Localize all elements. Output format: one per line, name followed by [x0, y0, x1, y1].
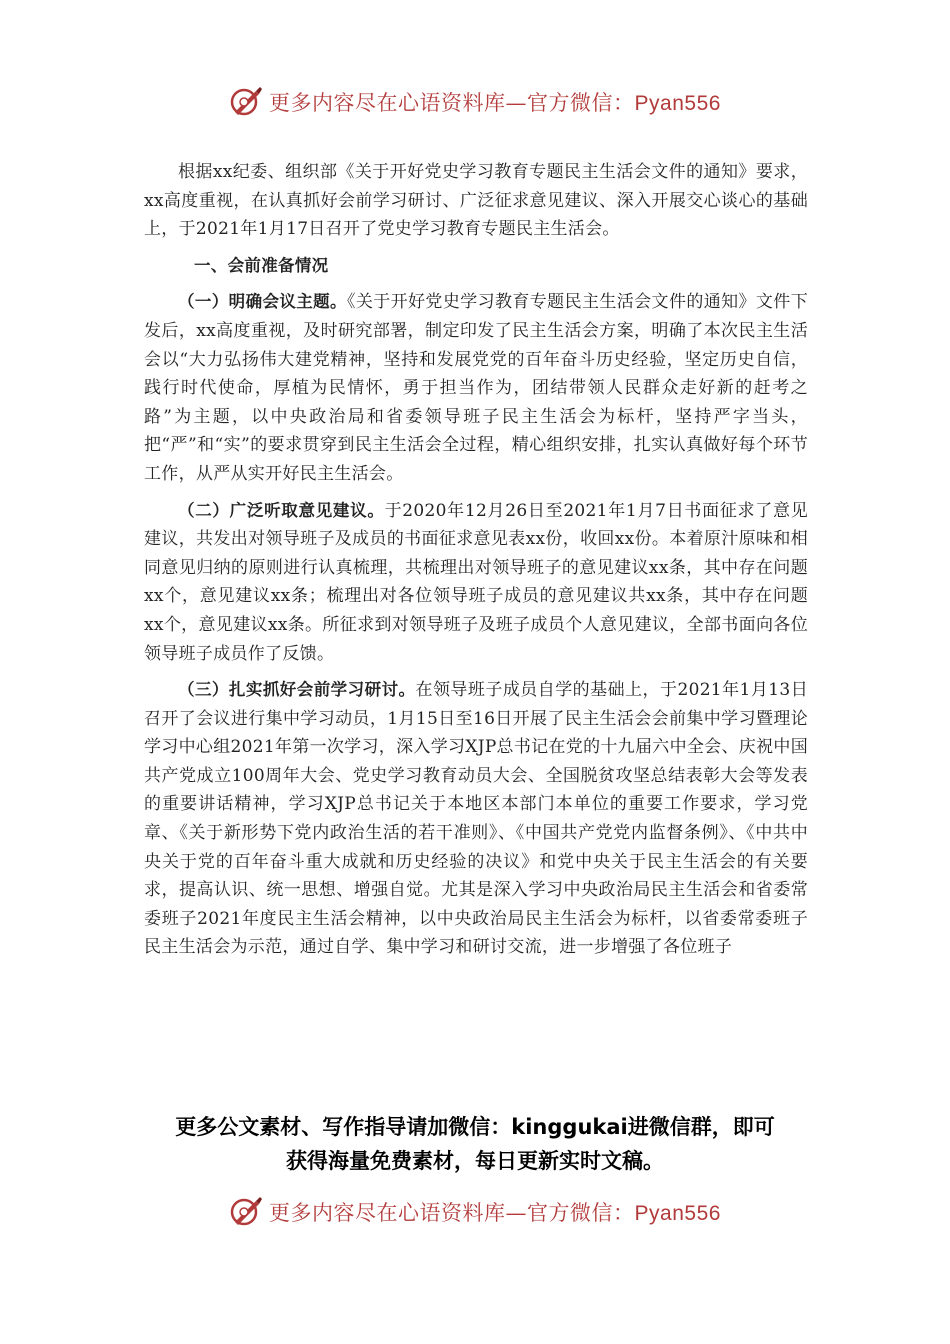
banner-wechat-id: Pyan556: [634, 1202, 721, 1225]
banner-text-cn: 更多内容尽在心语资料库—官方微信：: [269, 91, 635, 115]
item-paragraph-3: [144, 676, 808, 962]
promo-notice: [60, 1110, 890, 1178]
promo-line-2: 获得海量免费素材，每日更新实时文稿。: [286, 1149, 664, 1173]
pen-logo-icon: [229, 1195, 263, 1229]
section-heading: 一、会前准备情况: [194, 255, 329, 275]
promo-line-1: 更多公文素材、写作指导请加微信：kinggukai进微信群，即可: [175, 1115, 775, 1139]
item-lead-2: （二）广泛听取意见建议。: [178, 500, 385, 520]
item-body-3: 在领导班子成员自学的基础上，于2021年1月13日召开了会议进行集中学习动员，1月15日至16日开展了民主生活会会前集中学习暨理论学习中心组2021年第一次学习，深入学习XJP总书记在党的十九届六中全会、庆祝中国共产党成立100周年大会、党史学习教育动员大会、全国脱贫攻坚总结表彰大会等发表的重要讲话精神，学习XJP总书记关于本地区本部门本单位的重要工作要求，学习党章、《关于新形势下党内政治生活的若干准则》、《中国共产党党内监督条例》、《中共中央关于党的百年奋斗重大成就和历史经验的决议》和党中央关于民主生活会的有关要求，提高认识、统一思想、增强自觉。尤其是深入学习中央政治局民主生活会和省委常委班子2021年度民主生活会精神，以中央政治局民主生活会为标杆，以省委常委班子民主生活会为示范，通过自学、集中学习和研讨交流，进一步增强了各位班子: [144, 680, 808, 958]
pen-logo-icon: [229, 85, 263, 119]
item-lead-3: （三）扎实抓好会前学习研讨。: [178, 680, 416, 700]
banner-text-cn: 更多内容尽在心语资料库—官方微信：: [269, 1201, 635, 1225]
header-banner: [0, 80, 950, 124]
item-body-2: 于2020年12月26日至2021年1月7日书面征求了意见建议，共发出对领导班子及成员的书面征求意见表xx份，收回xx份。本着原汁原味和相同意见归纳的原则进行认真梳理，共梳理出对领导班子的意见建议xx条，其中存在问题xx个，意见建议xx条；梳理出对各位领导班子成员的意见建议共xx条，其中存在问题xx个，意见建议xx条。所征求到对领导班子及班子成员个人意见建议，全部书面向各位领导班子成员作了反馈。: [144, 500, 808, 664]
document-body: [144, 158, 808, 970]
item-paragraph-2: [144, 497, 808, 669]
banner-text: [269, 1197, 721, 1227]
footer-banner: [0, 1190, 950, 1234]
item-lead-1: （一）明确会议主题。: [178, 292, 347, 312]
banner-wechat-id: Pyan556: [634, 92, 721, 115]
item-paragraph-1: [144, 288, 808, 488]
banner-text: [269, 87, 721, 117]
intro-paragraph: 根据xx纪委、组织部《关于开好党史学习教育专题民主生活会文件的通知》要求，xx高度重视，在认真抓好会前学习研讨、广泛征求意见建议、深入开展交心谈心的基础上，于2021年1月17日召开了党史学习教育专题民主生活会。: [144, 162, 808, 240]
item-body-1: 《关于开好党史学习教育专题民主生活会文件的通知》文件下发后，xx高度重视，及时研究部署，制定印发了民主生活会方案，明确了本次民主生活会以“大力弘扬伟大建党精神，坚持和发展党党的百年奋斗历史经验，坚定历史自信，践行时代使命，厚植为民情怀，勇于担当作为，团结带领人民群众走好新的赶考之路”为主题，以中央政治局和省委领导班子民主生活会为标杆，坚持严字当头，把“严”和“实”的要求贯穿到民主生活会全过程，精心组织安排，扎实认真做好每个环节工作，从严从实开好民主生活会。: [144, 292, 809, 484]
